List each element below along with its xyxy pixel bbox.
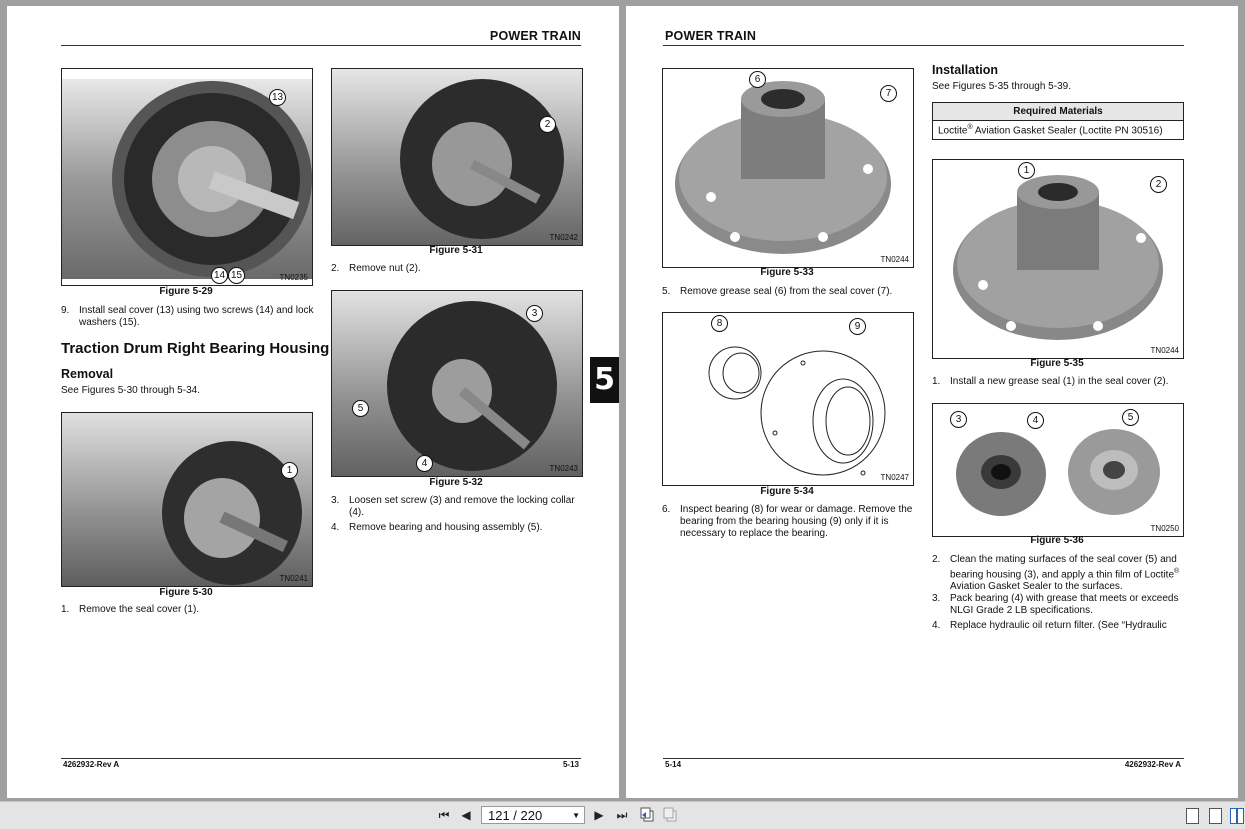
step-number: 1. (61, 604, 70, 615)
callout-7: 7 (880, 85, 897, 102)
callout-3: 3 (950, 411, 967, 428)
figure-5-33-image (662, 68, 914, 268)
callout-2: 2 (539, 116, 556, 133)
callout-9: 9 (849, 318, 866, 335)
figure-caption: Figure 5-31 (429, 245, 483, 256)
last-page-button[interactable]: ⏭ (616, 808, 628, 822)
figure-caption: Figure 5-30 (159, 587, 213, 598)
figure-caption: Figure 5-33 (760, 267, 814, 278)
two-page-view-icon[interactable] (1230, 808, 1237, 824)
callout-4: 4 (1027, 412, 1044, 429)
figure-caption: Figure 5-32 (429, 477, 483, 488)
chevron-down-icon: ▼ (572, 811, 580, 820)
step-text: Loosen set screw (3) and remove the locking collar (4). (349, 495, 575, 518)
step-text: Install seal cover (13) using two screws (14) and lock washers (15). (79, 305, 314, 328)
step-5 (662, 286, 917, 298)
registered-mark: ® (1174, 568, 1180, 575)
step-number: 6. (662, 504, 671, 515)
step-text: Remove nut (2). (349, 263, 421, 274)
installation-step-4 (932, 620, 1188, 632)
section-tab-left: 5 (590, 357, 619, 403)
step-number: 4. (932, 620, 941, 631)
header-rule (663, 45, 1184, 46)
seal-and-housing-illustration (933, 404, 1183, 536)
installation-step-3 (932, 593, 1188, 617)
page-number-select[interactable] (481, 806, 585, 824)
figure-5-31-image (331, 68, 583, 246)
figure-code: TN0247 (880, 473, 909, 482)
drum-illustration (332, 69, 582, 245)
page-header: POWER TRAIN (665, 29, 757, 43)
figure-code: TN0250 (1150, 524, 1179, 533)
figure-code: TN0244 (1150, 346, 1179, 355)
step-text: Replace hydraulic oil return filter. (See “Hydraulic (950, 620, 1167, 631)
step-text (950, 554, 1188, 593)
page-indicator: 121 / 220 (488, 808, 543, 823)
single-page-view-icon[interactable] (1186, 808, 1199, 824)
footer-page-number: 5-14 (665, 760, 682, 769)
previous-page-button[interactable]: ◀ (461, 808, 471, 822)
step-number: 2. (331, 263, 340, 274)
callout-15: 15 (228, 267, 245, 284)
footer-page-number: 5-13 (562, 760, 579, 769)
callout-1: 1 (1018, 162, 1035, 179)
step-3 (331, 495, 586, 519)
callout-3: 3 (526, 305, 543, 322)
callout-14: 14 (211, 267, 228, 284)
installation-intro: See Figures 5-35 through 5-39. (932, 81, 1071, 92)
callout-4: 4 (416, 455, 433, 472)
footer-doc-number: 4262932-Rev A (1124, 760, 1181, 769)
step-2 (331, 263, 586, 275)
step-number: 1. (932, 376, 941, 387)
step-text: Inspect bearing (8) for wear or damage. Remove the bearing from the bearing housing (9) only if it is necessary to replace the bearing. (680, 504, 913, 539)
left-page (7, 6, 619, 798)
figure-5-35-image (932, 159, 1184, 359)
figure-code: TN0241 (279, 574, 308, 583)
figure-caption: Figure 5-34 (760, 486, 814, 497)
step-text: Pack bearing (4) with grease that meets or exceeds NLGI Grade 2 LB specifications. (950, 593, 1179, 616)
installation-step-1 (932, 376, 1188, 388)
step-text-a: Clean the mating surfaces of the seal cover (5) and bearing housing (3), and apply a thin film of Loctite (950, 554, 1177, 581)
footer-rule (61, 758, 581, 759)
step-number: 9. (61, 305, 70, 316)
step-text: Install a new grease seal (1) in the seal cover (2). (950, 376, 1169, 387)
materials-item-prefix: Loctite (938, 125, 968, 137)
seal-cover-illustration (663, 69, 913, 267)
step-text: Remove the seal cover (1). (79, 604, 200, 615)
step-text: Remove bearing and housing assembly (5). (349, 522, 543, 533)
step-number: 5. (662, 286, 671, 297)
removal-heading: Removal (61, 367, 114, 381)
callout-5: 5 (352, 400, 369, 417)
first-page-button[interactable]: ⏮ (438, 808, 450, 822)
footer-rule (663, 758, 1184, 759)
figure-5-34-image (662, 312, 914, 486)
forward-view-button[interactable] (662, 806, 678, 824)
two-page-view-icon-right (1237, 808, 1244, 824)
required-materials-table (932, 102, 1184, 140)
step-9 (61, 305, 316, 329)
callout-5: 5 (1122, 409, 1139, 426)
step-number: 3. (932, 593, 941, 604)
step-6 (662, 504, 917, 540)
step-text: Remove grease seal (6) from the seal cover (7). (680, 286, 893, 297)
step-number: 2. (932, 554, 941, 565)
callout-13: 13 (269, 89, 286, 106)
materials-item-suffix: Aviation Gasket Sealer (Loctite PN 30516) (972, 125, 1163, 137)
bearing-housing-line-drawing (663, 313, 913, 485)
figure-5-30-image (61, 412, 313, 587)
callout-8: 8 (711, 315, 728, 332)
figure-5-29-image (61, 68, 313, 286)
continuous-view-icon[interactable] (1209, 808, 1222, 824)
figure-caption: Figure 5-35 (1030, 358, 1084, 369)
step-text-b: Aviation Gasket Sealer to the surfaces. (950, 581, 1123, 593)
drum-illustration (332, 291, 582, 476)
right-page (626, 6, 1238, 798)
step-4 (331, 522, 586, 534)
figure-code: TN0244 (880, 255, 909, 264)
section-title: Traction Drum Right Bearing Housing (61, 340, 330, 357)
forward-view-icon (662, 806, 678, 822)
callout-2: 2 (1150, 176, 1167, 193)
figure-code: TN0243 (549, 464, 578, 473)
step-1 (61, 604, 316, 616)
callout-6: 6 (749, 71, 766, 88)
next-page-button[interactable]: ▶ (594, 808, 604, 822)
header-rule (61, 45, 581, 46)
back-view-button[interactable] (639, 806, 655, 824)
figure-5-36-image (932, 403, 1184, 537)
figure-code: TN0235 (279, 273, 308, 282)
seal-cover-illustration (933, 160, 1183, 358)
step-number: 3. (331, 495, 340, 506)
materials-header: Required Materials (933, 103, 1184, 121)
figure-code: TN0242 (549, 233, 578, 242)
callout-1: 1 (281, 462, 298, 479)
viewer-toolbar (0, 801, 1245, 829)
footer-doc-number: 4262932-Rev A (63, 760, 120, 769)
removal-intro: See Figures 5-30 through 5-34. (61, 385, 200, 396)
figure-5-32-image (331, 290, 583, 477)
back-view-icon (639, 806, 655, 822)
drum-illustration (62, 413, 312, 586)
installation-heading: Installation (932, 63, 998, 77)
figure-caption: Figure 5-36 (1030, 535, 1084, 546)
figure-caption: Figure 5-29 (159, 286, 213, 297)
registered-mark: ® (967, 124, 973, 131)
step-number: 4. (331, 522, 340, 533)
page-header: POWER TRAIN (489, 29, 581, 43)
materials-item (933, 121, 1184, 140)
installation-step-2 (932, 554, 1188, 593)
